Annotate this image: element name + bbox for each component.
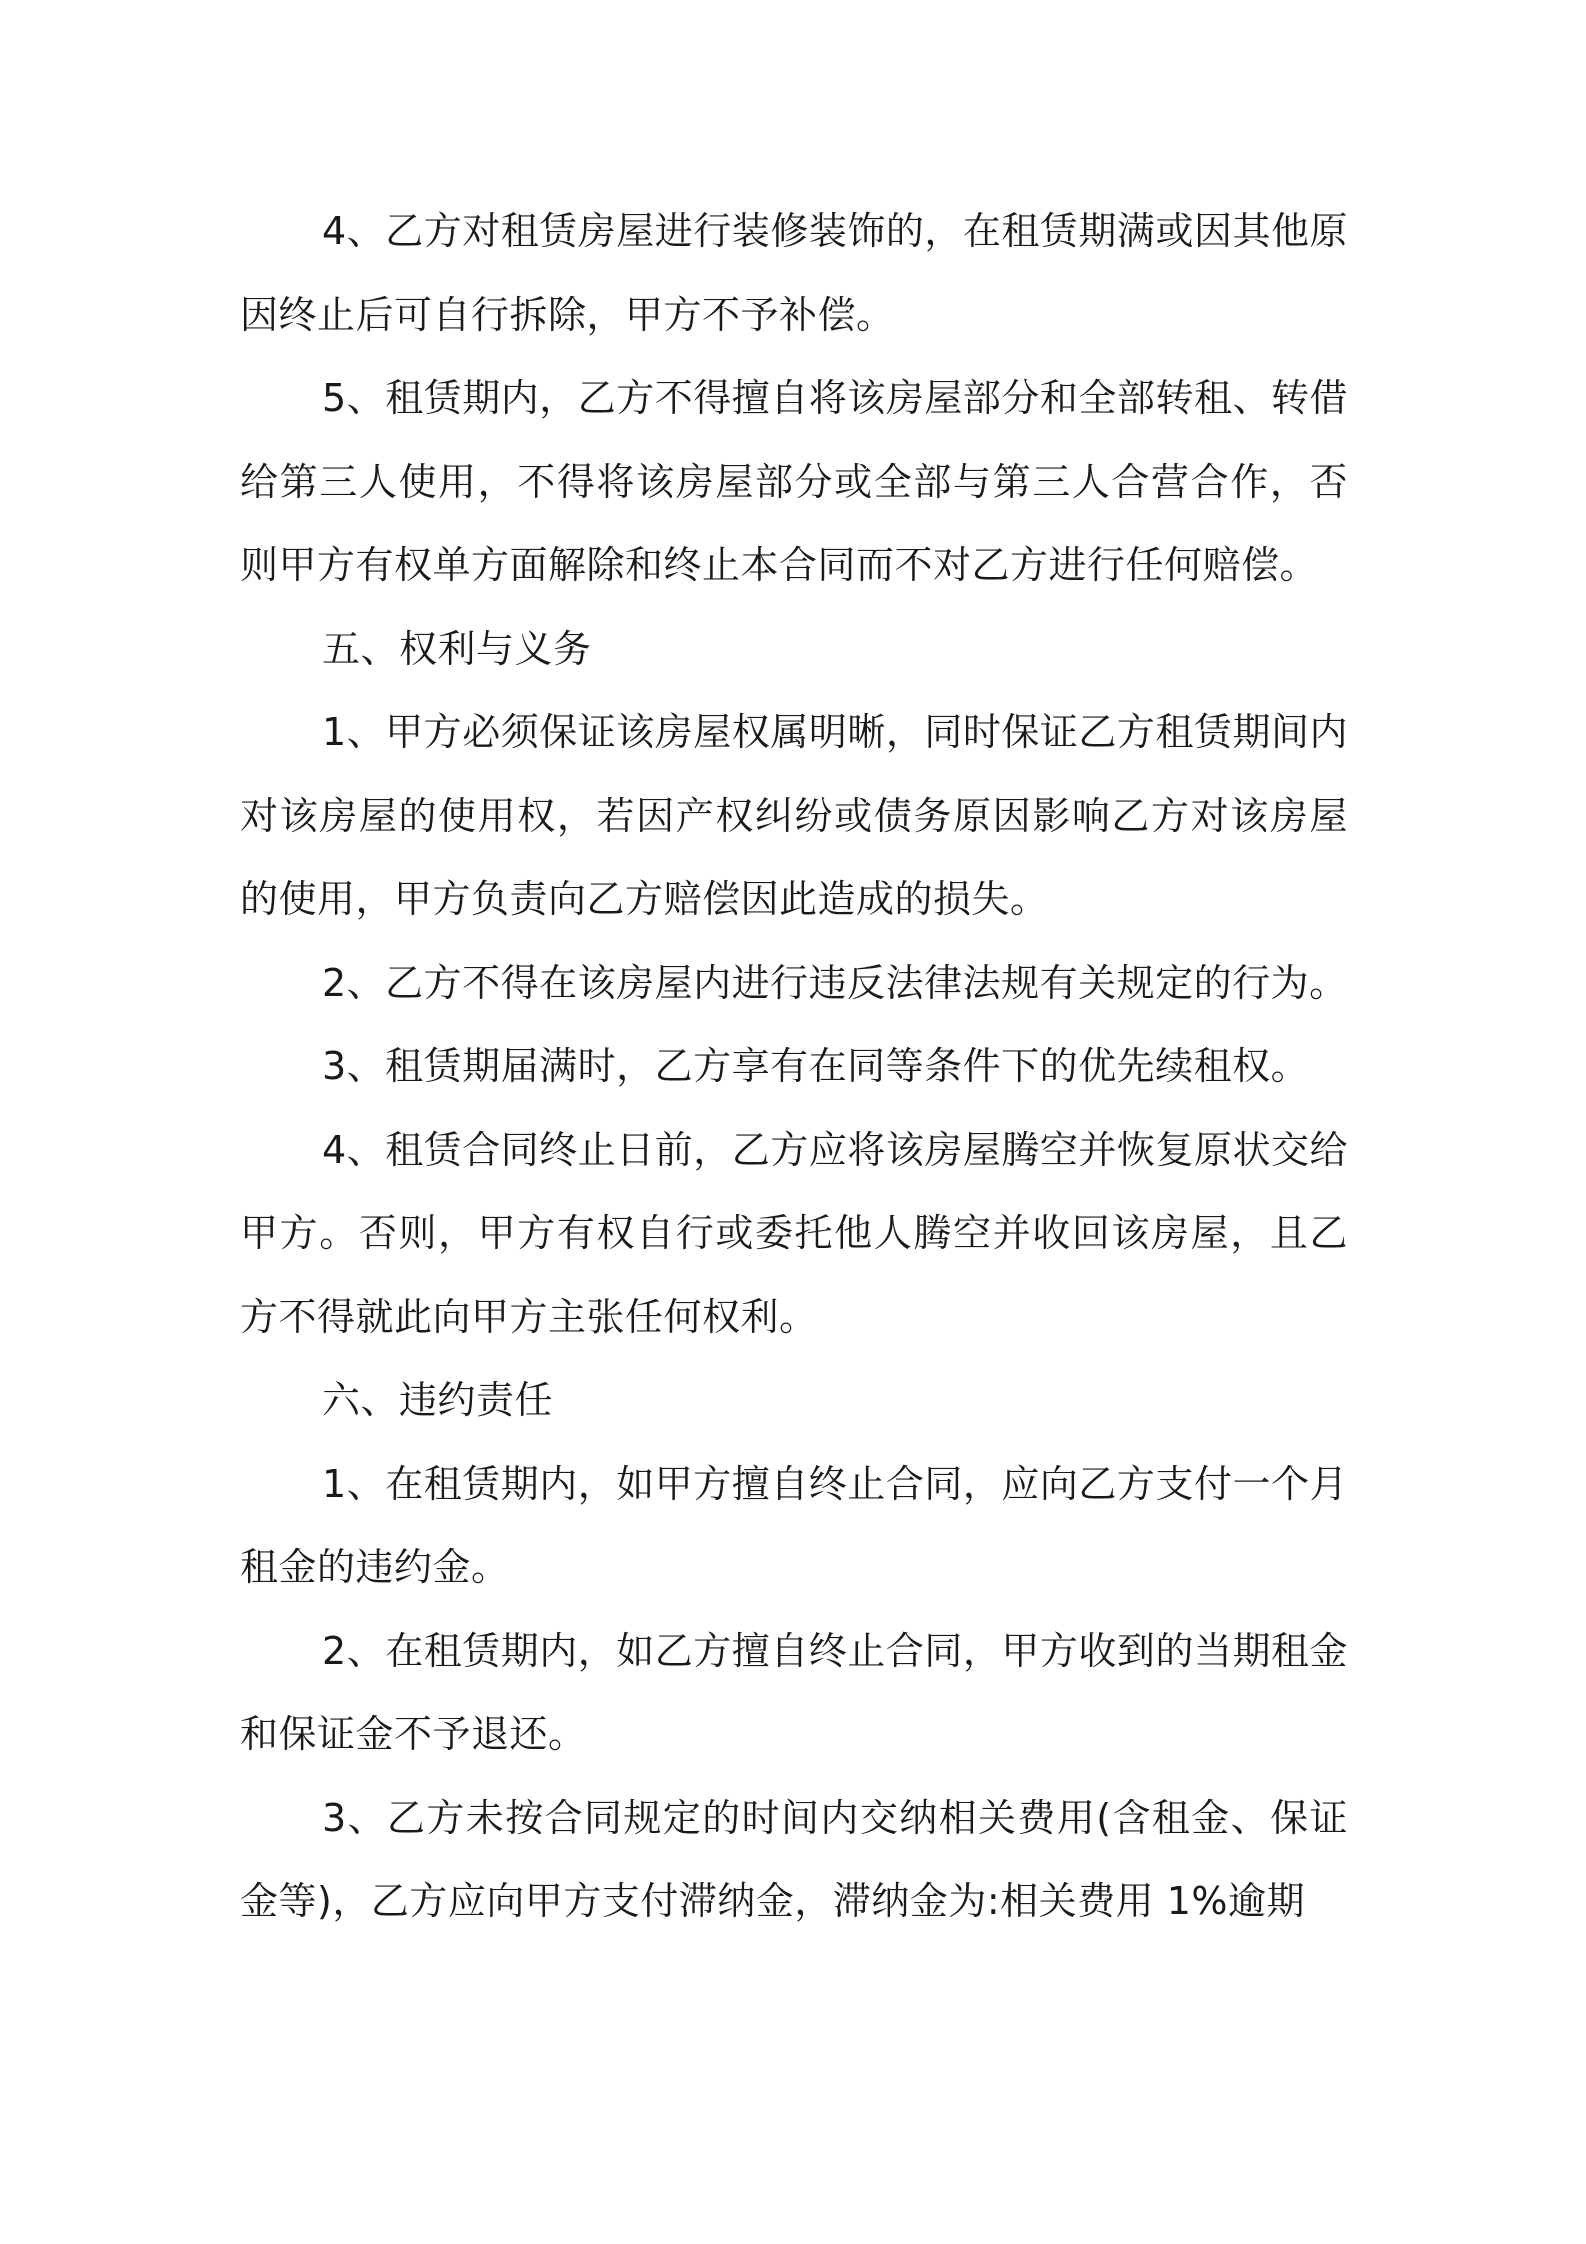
document-body: [240, 190, 1348, 1944]
clause-paragraph: 3、租赁期届满时，乙方享有在同等条件下的优先续租权。: [322, 1044, 1310, 1088]
clause-paragraph: 4、乙方对租赁房屋进行装修装饰的，在租赁期满或因其他原因终止后可自行拆除，甲方不予补偿。: [240, 209, 1348, 337]
clause-paragraph: 1、在租赁期内，如甲方擅自终止合同，应向乙方支付一个月租金的违约金。: [240, 1461, 1348, 1589]
clause-paragraph: 4、租赁合同终止日前，乙方应将该房屋腾空并恢复原状交给甲方。否则，甲方有权自行或委托他人腾空并收回该房屋，且乙方不得就此向甲方主张任何权利。: [240, 1127, 1348, 1339]
section-heading: 五、权利与义务: [322, 626, 592, 671]
section-heading: 六、违约责任: [322, 1378, 554, 1422]
clause-paragraph: 5、租赁期内，乙方不得擅自将该房屋部分和全部转租、转借给第三人使用，不得将该房屋部分或全部与第三人合营合作，否则甲方有权单方面解除和终止本合同而不对乙方进行任何赔偿。: [240, 376, 1348, 587]
clause-paragraph: 2、乙方不得在该房屋内进行违反法律法规有关规定的行为。: [322, 960, 1348, 1005]
clause-paragraph: 3、乙方未按合同规定的时间内交纳相关费用(含租金、保证金等)，乙方应向甲方支付滞纳金，滞纳金为:相关费用 1%逾期: [240, 1795, 1348, 1923]
clause-paragraph: 2、在租赁期内，如乙方擅自终止合同，甲方收到的当期租金和保证金不予退还。: [240, 1628, 1348, 1756]
clause-paragraph: 1、甲方必须保证该房屋权属明晰，同时保证乙方租赁期间内对该房屋的使用权，若因产权纠纷或债务原因影响乙方对该房屋的使用，甲方负责向乙方赔偿因此造成的损失。: [240, 710, 1348, 921]
